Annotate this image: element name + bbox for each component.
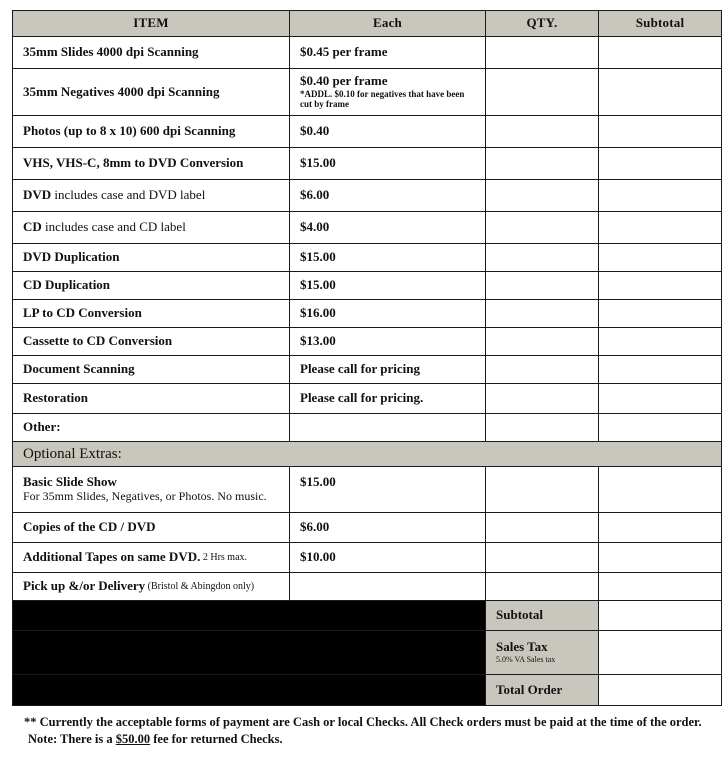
returned-check-fee: $50.00 <box>115 731 151 746</box>
table-row <box>13 116 721 148</box>
total-order-field[interactable] <box>599 675 721 705</box>
table-row <box>13 328 721 356</box>
subtotal-field[interactable] <box>599 300 721 327</box>
item-label-note: (Bristol & Abingdon only) <box>145 580 255 592</box>
item-price: $15.00 <box>290 467 486 512</box>
qty-field[interactable] <box>486 467 599 512</box>
table-row <box>13 69 721 116</box>
qty-field[interactable] <box>486 414 599 441</box>
other-description-field[interactable] <box>290 414 486 441</box>
order-subtotal-field[interactable] <box>599 601 721 630</box>
item-label-bold: DVD <box>23 187 52 203</box>
item-price: $10.00 <box>290 543 486 572</box>
item-price: $4.00 <box>290 212 486 243</box>
header-item: ITEM <box>13 11 290 36</box>
qty-field[interactable] <box>486 69 599 115</box>
footnote-line-2-pre: Note: There is a <box>28 731 116 746</box>
table-row <box>13 212 721 244</box>
subtotal-field[interactable] <box>599 37 721 68</box>
item-price: $0.45 per frame <box>290 37 486 68</box>
table-header-row <box>13 11 721 37</box>
item-label <box>13 573 290 600</box>
sales-tax-label-cell <box>486 631 599 674</box>
item-label: Cassette to CD Conversion <box>13 328 290 355</box>
item-price: $6.00 <box>290 513 486 542</box>
qty-field[interactable] <box>486 543 599 572</box>
subtotal-field[interactable] <box>599 467 721 512</box>
qty-field[interactable] <box>486 37 599 68</box>
totals-tax-row <box>13 631 721 675</box>
item-label: Other: <box>13 414 290 441</box>
item-price: $15.00 <box>290 272 486 299</box>
footnote-line-2-post: fee for returned Checks. <box>150 731 283 746</box>
qty-field[interactable] <box>486 272 599 299</box>
qty-field[interactable] <box>486 513 599 542</box>
item-label-subtitle: For 35mm Slides, Negatives, or Photos. No music. <box>23 489 267 504</box>
table-row <box>13 513 721 543</box>
qty-field[interactable] <box>486 356 599 383</box>
subtotal-field[interactable] <box>599 244 721 271</box>
redacted-block <box>13 601 486 630</box>
subtotal-field[interactable] <box>599 180 721 211</box>
item-label-rest: includes case and DVD label <box>51 187 206 203</box>
item-price: $16.00 <box>290 300 486 327</box>
subtotal-field[interactable] <box>599 272 721 299</box>
sales-tax-label: Sales Tax <box>496 639 548 655</box>
table-row <box>13 543 721 573</box>
subtotal-field[interactable] <box>599 116 721 147</box>
item-price: $0.40 <box>290 116 486 147</box>
item-label-bold: CD <box>23 219 42 235</box>
qty-field[interactable] <box>486 300 599 327</box>
subtotal-field[interactable] <box>599 356 721 383</box>
item-label <box>13 180 290 211</box>
header-qty: QTY. <box>486 11 599 36</box>
item-label: CD Duplication <box>13 272 290 299</box>
item-label <box>13 543 290 572</box>
item-price: $6.00 <box>290 180 486 211</box>
table-row <box>13 356 721 384</box>
item-label: Photos (up to 8 x 10) 600 dpi Scanning <box>13 116 290 147</box>
qty-field[interactable] <box>486 328 599 355</box>
item-label <box>13 212 290 243</box>
item-price: $15.00 <box>290 148 486 179</box>
item-label: Restoration <box>13 384 290 413</box>
qty-field[interactable] <box>486 212 599 243</box>
footnote-line-2 <box>24 731 714 748</box>
item-price <box>290 573 486 600</box>
optional-extras-heading: Optional Extras: <box>13 442 721 467</box>
item-label-title: Basic Slide Show <box>23 474 117 490</box>
qty-field[interactable] <box>486 148 599 179</box>
item-label-title: Pick up &/or Delivery <box>23 578 146 594</box>
subtotal-field[interactable] <box>599 212 721 243</box>
item-price: Please call for pricing. <box>290 384 486 413</box>
table-row <box>13 180 721 212</box>
qty-field[interactable] <box>486 180 599 211</box>
qty-field[interactable] <box>486 573 599 600</box>
table-row <box>13 467 721 513</box>
footnote-line-1: ** Currently the acceptable forms of payment are Cash or local Checks. All Check orders must be paid at the time of the order. <box>24 715 702 729</box>
header-each: Each <box>290 11 486 36</box>
table-row <box>13 37 721 69</box>
subtotal-field[interactable] <box>599 328 721 355</box>
item-price: $15.00 <box>290 244 486 271</box>
item-label-note: 2 Hrs max. <box>200 551 248 563</box>
table-row <box>13 573 721 601</box>
redacted-block <box>13 631 486 674</box>
table-row <box>13 300 721 328</box>
header-subtotal: Subtotal <box>599 11 721 36</box>
item-label: LP to CD Conversion <box>13 300 290 327</box>
item-label-title: Additional Tapes on same DVD. <box>23 549 201 565</box>
table-row <box>13 244 721 272</box>
redacted-block <box>13 675 486 705</box>
subtotal-field[interactable] <box>599 69 721 115</box>
item-label: 35mm Slides 4000 dpi Scanning <box>13 37 290 68</box>
item-price: $13.00 <box>290 328 486 355</box>
subtotal-field[interactable] <box>599 543 721 572</box>
qty-field[interactable] <box>486 384 599 413</box>
payment-footnote <box>24 714 714 748</box>
order-form-table <box>12 10 722 706</box>
total-order-label: Total Order <box>486 675 599 705</box>
subtotal-field[interactable] <box>599 148 721 179</box>
item-label: Copies of the CD / DVD <box>13 513 290 542</box>
qty-field[interactable] <box>486 244 599 271</box>
table-row <box>13 272 721 300</box>
item-price-note: *ADDL. $0.10 for negatives that have been cut by frame <box>300 89 465 110</box>
subtotal-field[interactable] <box>599 384 721 413</box>
item-price-value: $0.40 per frame <box>300 73 388 89</box>
subtotal-label: Subtotal <box>486 601 599 630</box>
item-label: Document Scanning <box>13 356 290 383</box>
item-label: VHS, VHS-C, 8mm to DVD Conversion <box>13 148 290 179</box>
totals-subtotal-row <box>13 601 721 631</box>
table-row <box>13 384 721 414</box>
table-row <box>13 148 721 180</box>
sales-tax-note: 5.0% VA Sales tax <box>496 655 556 665</box>
item-label-rest: includes case and CD label <box>41 219 186 235</box>
totals-total-row <box>13 675 721 705</box>
sales-tax-field[interactable] <box>599 631 721 674</box>
subtotal-field[interactable] <box>599 414 721 441</box>
subtotal-field[interactable] <box>599 573 721 600</box>
item-label: DVD Duplication <box>13 244 290 271</box>
item-price <box>290 69 486 115</box>
qty-field[interactable] <box>486 116 599 147</box>
item-label: 35mm Negatives 4000 dpi Scanning <box>13 69 290 115</box>
subtotal-field[interactable] <box>599 513 721 542</box>
item-label <box>13 467 290 512</box>
item-price: Please call for pricing <box>290 356 486 383</box>
table-row <box>13 414 721 442</box>
